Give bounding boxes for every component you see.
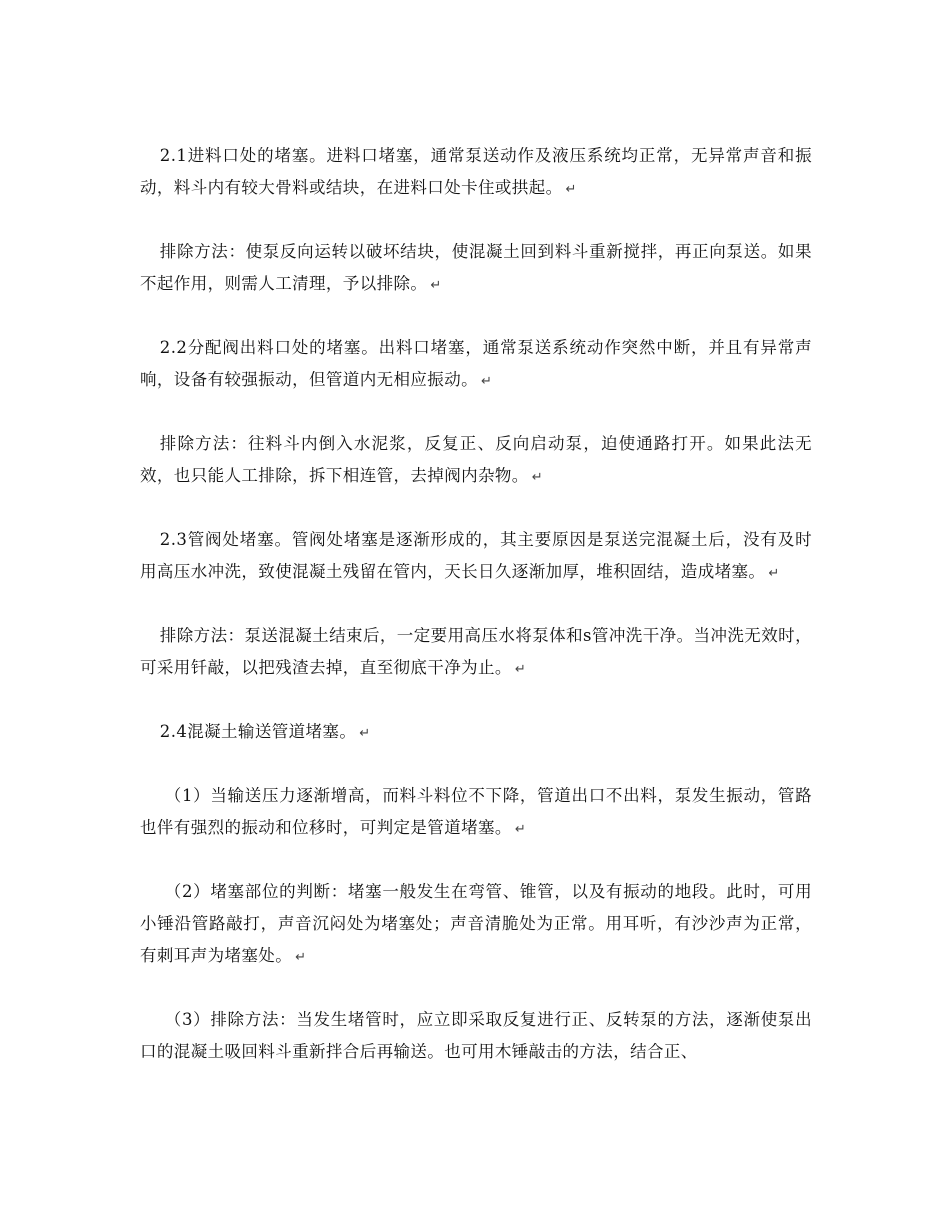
paragraph-remedy-valve-outlet bbox=[140, 428, 812, 494]
paragraph-mark-icon: ↵ bbox=[565, 182, 577, 197]
paragraph-item-1-judgement bbox=[140, 780, 812, 846]
paragraph-mark-icon: ↵ bbox=[359, 726, 371, 741]
paragraph-2-3-pipe-valve-blockage bbox=[140, 524, 812, 590]
paragraph-text: 2.2分配阀出料口处的堵塞。出料口堵塞，通常泵送系统动作突然中断，并且有异常声响，设备有较强振动，但管道内无相应振动。 bbox=[140, 338, 812, 389]
paragraph-mark-icon: ↵ bbox=[531, 470, 543, 485]
paragraph-text: 2.4混凝土输送管道堵塞。 bbox=[159, 722, 357, 741]
paragraph-text: 2.1进料口处的堵塞。进料口堵塞，通常泵送动作及液压系统均正常，无异常声音和振动，料斗内有较大骨料或结块，在进料口处卡住或拱起。 bbox=[140, 146, 812, 197]
paragraph-item-3-remedy bbox=[140, 1004, 812, 1068]
paragraph-remedy-inlet bbox=[140, 236, 812, 302]
paragraph-text: （3）排除方法：当发生堵管时，应立即采取反复进行正、反转泵的方法，逐渐使泵出口的混凝土吸回料斗重新拌合后再输送。也可用木锤敲击的方法，结合正、 bbox=[140, 1010, 812, 1061]
paragraph-mark-icon: ↵ bbox=[430, 278, 442, 293]
paragraph-2-2-valve-outlet-blockage bbox=[140, 332, 812, 398]
paragraph-mark-icon: ↵ bbox=[481, 374, 493, 389]
paragraph-mark-icon: ↵ bbox=[295, 950, 307, 965]
paragraph-mark-icon: ↵ bbox=[768, 566, 780, 581]
paragraph-text: （2）堵塞部位的判断：堵塞一般发生在弯管、锥管，以及有振动的地段。此时，可用小锤沿管路敲打，声音沉闷处为堵塞处；声音清脆处为正常。用耳听，有沙沙声为正常，有刺耳声为堵塞处。 bbox=[140, 882, 812, 965]
paragraph-mark-icon: ↵ bbox=[514, 822, 527, 837]
paragraph-text: 排除方法：泵送混凝土结束后，一定要用高压水将泵体和s管冲洗干净。当冲洗无效时，可采用钎敲，以把残渣去掉，直至彻底干净为止。 bbox=[140, 626, 812, 677]
paragraph-text: 排除方法：往料斗内倒入水泥浆，反复正、反向启动泵，迫使通路打开。如果此法无效，也只能人工排除，拆下相连管，去掉阀内杂物。 bbox=[140, 434, 812, 485]
paragraph-item-2-location bbox=[140, 876, 812, 974]
paragraph-remedy-pipe-valve bbox=[140, 620, 812, 686]
paragraph-text: （1）当输送压力逐渐增高，而料斗料位不下降，管道出口不出料，泵发生振动，管路也伴有强烈的振动和位移时，可判定是管道堵塞。 bbox=[140, 786, 812, 837]
paragraph-text: 排除方法：使泵反向运转以破坏结块，使混凝土回到料斗重新搅拌，再正向泵送。如果不起作用，则需人工清理，予以排除。 bbox=[140, 242, 812, 293]
paragraph-mark-icon: ↵ bbox=[514, 662, 527, 677]
document-body bbox=[140, 140, 812, 1068]
paragraph-2-1-inlet-blockage bbox=[140, 140, 812, 206]
paragraph-2-4-conveying-pipe-blockage bbox=[140, 716, 812, 750]
paragraph-text: 2.3管阀处堵塞。管阀处堵塞是逐渐形成的，其主要原因是泵送完混凝土后，没有及时用高压水冲洗，致使混凝土残留在管内，天长日久逐渐加厚，堆积固结，造成堵塞。 bbox=[140, 530, 812, 581]
